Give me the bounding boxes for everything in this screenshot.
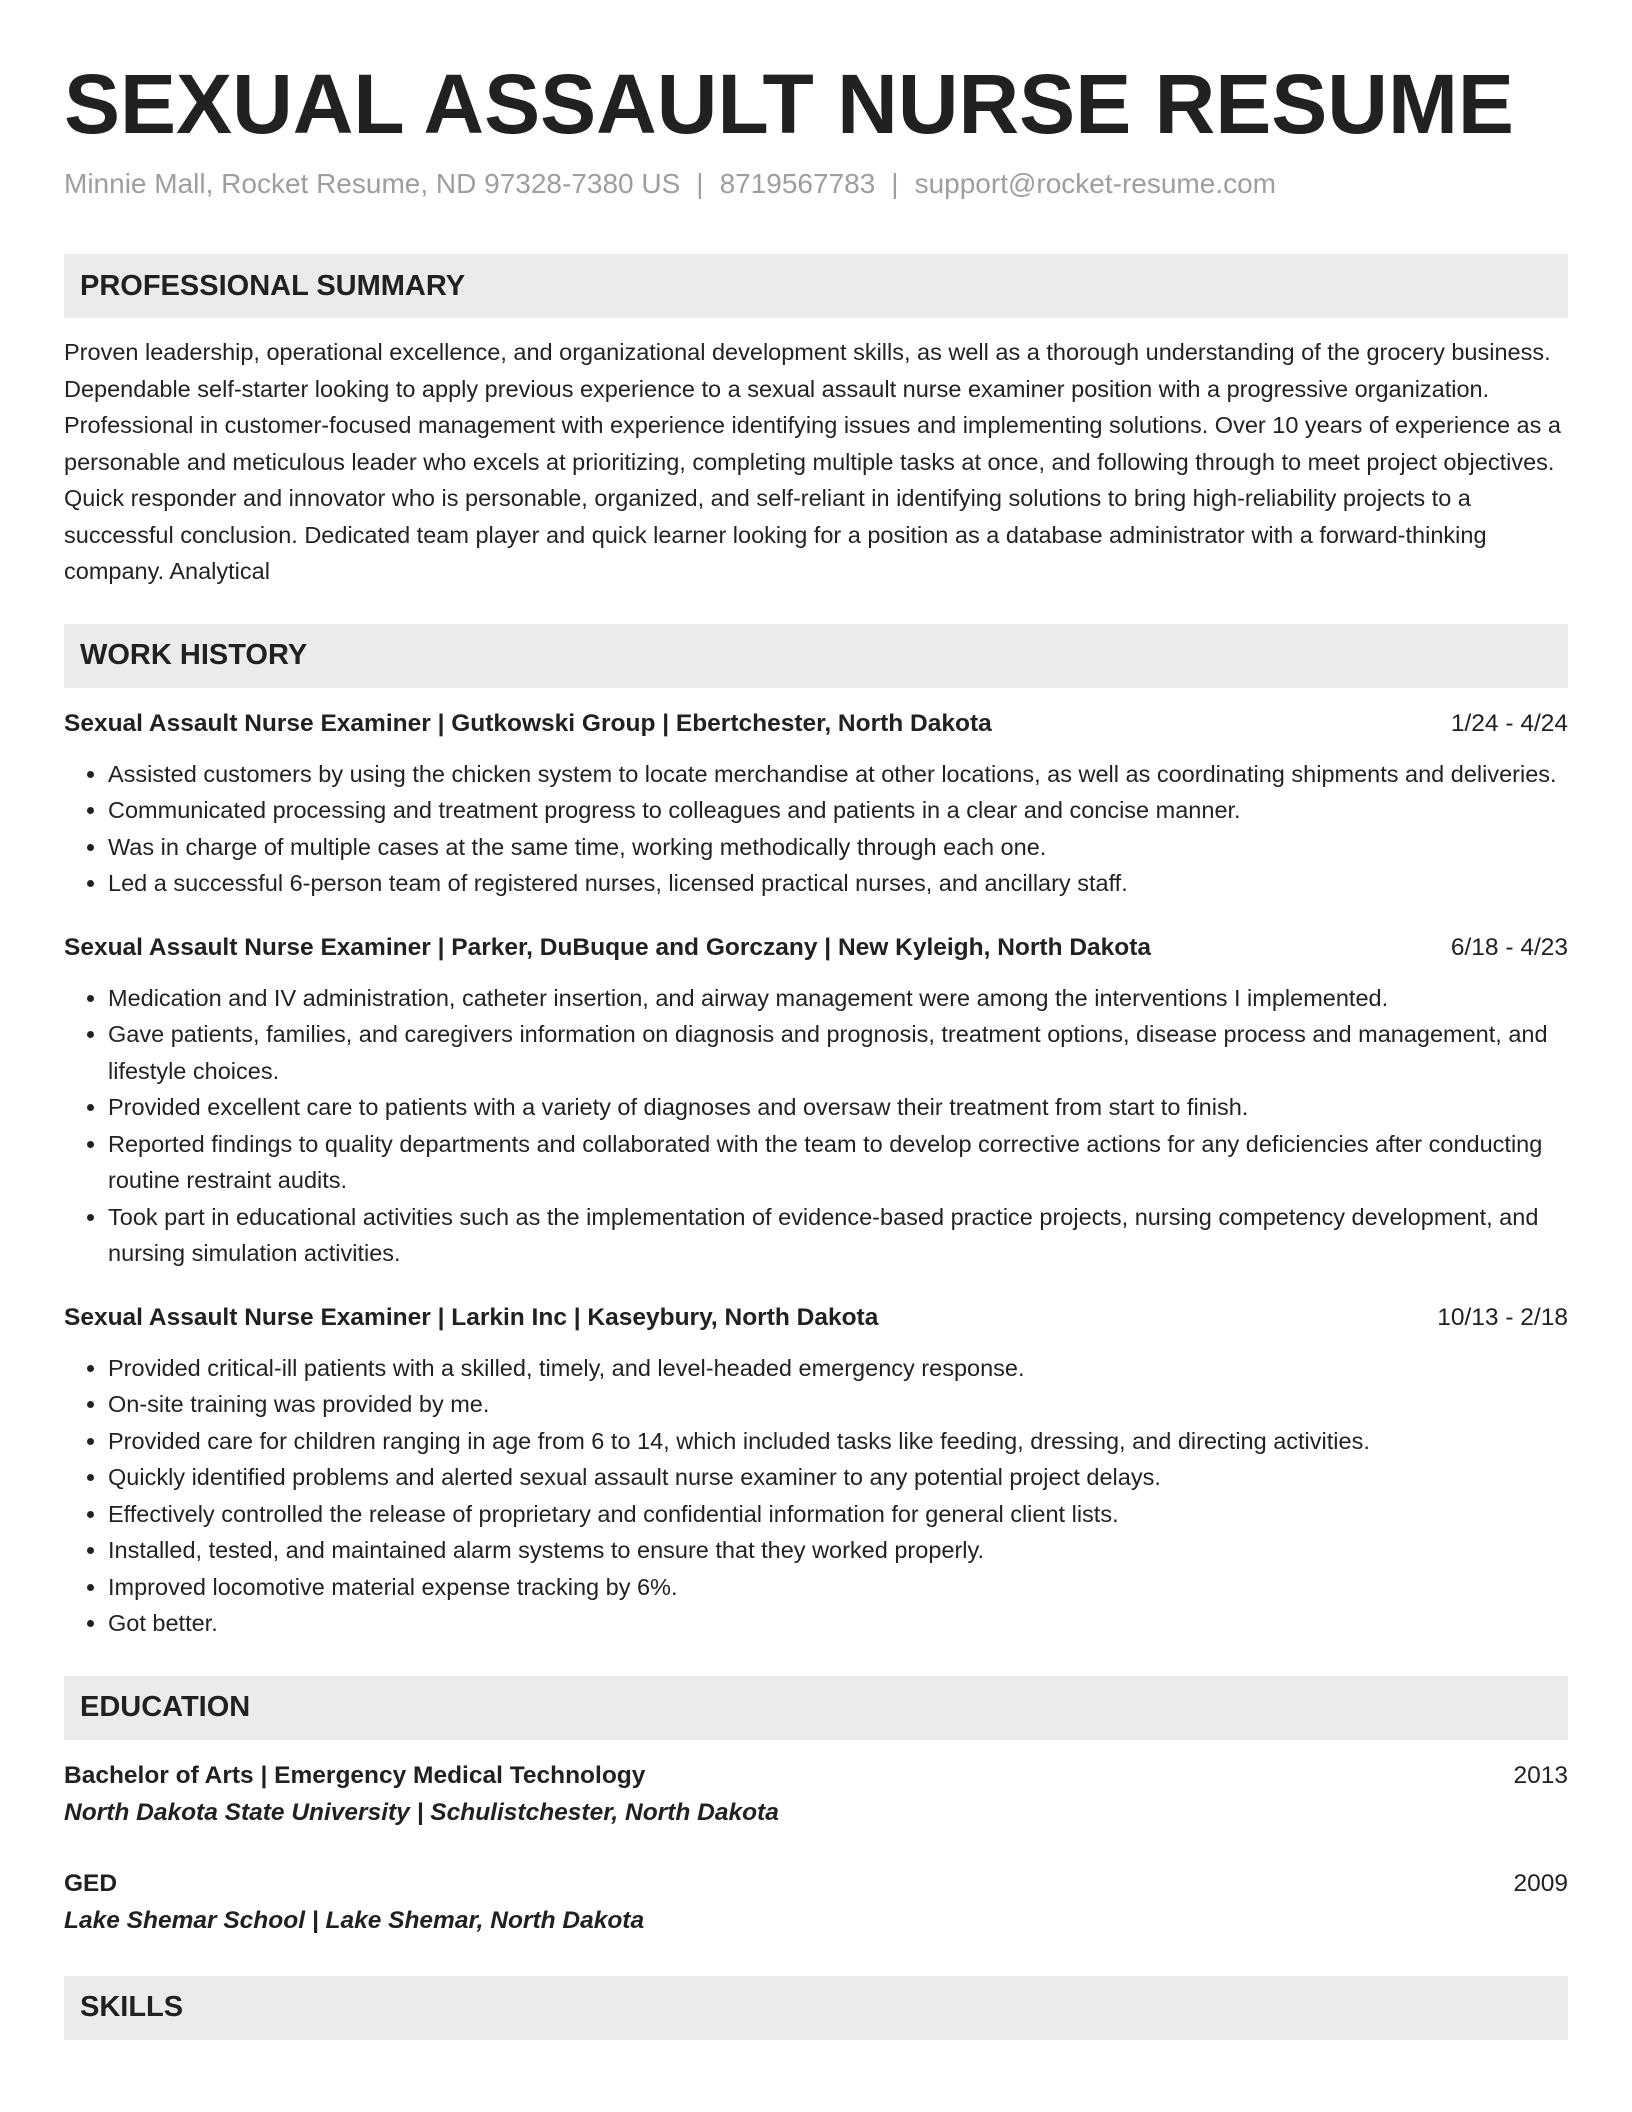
job-bullet: • Was in charge of multiple cases at the same time, working methodically through each one.	[108, 829, 1568, 866]
education-entry	[64, 1758, 1568, 1832]
resume-page	[64, 56, 1568, 2040]
job-bullet: • Communicated processing and treatment progress to colleagues and patients in a clear and concise manner.	[108, 792, 1568, 829]
education-header	[64, 1758, 1568, 1794]
contact-email: support@rocket-resume.com	[914, 168, 1277, 199]
job-bullet: • Gave patients, families, and caregivers information on diagnosis and prognosis, treatment options, disease process and management, and lifestyle choices.	[108, 1016, 1568, 1089]
skills-section-header: SKILLS	[64, 1976, 1568, 2040]
education-school: Lake Shemar School | Lake Shemar, North Dakota	[64, 1906, 645, 1934]
job-header	[64, 930, 1568, 966]
contact-address: Minnie Mall, Rocket Resume, ND 97328-7380 US	[64, 168, 681, 199]
job-header	[64, 1300, 1568, 1336]
job-bullet: • Provided excellent care to patients with a variety of diagnoses and oversaw their treatment from start to finish.	[108, 1089, 1568, 1126]
job-entry	[64, 930, 1568, 1272]
resume-title: SEXUAL ASSAULT NURSE RESUME	[64, 57, 1514, 151]
job-bullet: • Provided critical-ill patients with a skilled, timely, and level-headed emergency response.	[108, 1350, 1568, 1387]
contact-separator: |	[891, 168, 899, 199]
job-bullet: • Led a successful 6-person team of registered nurses, licensed practical nurses, and ancillary staff.	[108, 865, 1568, 902]
job-bullet: • Assisted customers by using the chicken system to locate merchandise at other locations, as well as coordinating shipments and deliveries.	[108, 756, 1568, 793]
work-history-section-header: WORK HISTORY	[64, 624, 1568, 688]
job-dates: 10/13 - 2/18	[1437, 1303, 1568, 1331]
job-bullet: • Effectively controlled the release of proprietary and confidential information for general client lists.	[108, 1496, 1568, 1533]
job-bullet: • On-site training was provided by me.	[108, 1386, 1568, 1423]
job-dates: 6/18 - 4/23	[1450, 933, 1568, 961]
job-bullet-list	[64, 756, 1568, 902]
job-bullet-list	[64, 980, 1568, 1272]
job-bullet: • Improved locomotive material expense tracking by 6%.	[108, 1569, 1568, 1606]
education-degree: GED	[64, 1869, 118, 1897]
education-degree: Bachelor of Arts | Emergency Medical Technology	[64, 1761, 646, 1789]
education-year: 2009	[1513, 1869, 1568, 1897]
summary-text: Proven leadership, operational excellence, and organizational development skills, as well as a thorough understanding of the grocery business. Dependable self-starter looking to apply previous experience to a sexual assault nurse examiner position with a progressive organization. Professional in customer-focused management with experience identifying issues and implementing solutions. Over 10 years of experience as a personable and meticulous leader who excels at prioritizing, completing multiple tasks at once, and following through to meet project objectives. Quick responder and innovator who is personable, organized, and self-reliant in identifying solutions to bring high-reliability projects to a successful conclusion. Dedicated team player and quick learner looking for a position as a database administrator with a forward-thinking company. Analytical	[64, 339, 1561, 584]
job-title: Sexual Assault Nurse Examiner | Larkin Inc | Kaseybury, North Dakota	[64, 1303, 879, 1331]
job-entry	[64, 1300, 1568, 1642]
education-header	[64, 1866, 1568, 1902]
education-section-header: EDUCATION	[64, 1676, 1568, 1740]
education-entry	[64, 1866, 1568, 1940]
job-dates: 1/24 - 4/24	[1450, 709, 1568, 737]
job-bullet: • Reported findings to quality departments and collaborated with the team to develop corrective actions for any deficiencies after conducting routine restraint audits.	[108, 1126, 1568, 1199]
contact-phone: 8719567783	[719, 168, 876, 199]
job-title: Sexual Assault Nurse Examiner | Gutkowski Group | Ebertchester, North Dakota	[64, 709, 992, 737]
job-entry	[64, 706, 1568, 902]
education-school: North Dakota State University | Schulistchester, North Dakota	[64, 1798, 779, 1826]
job-bullet: • Medication and IV administration, catheter insertion, and airway management were among the interventions I implemented.	[108, 980, 1568, 1017]
job-bullet: • Took part in educational activities such as the implementation of evidence-based practice projects, nursing competency development, and nursing simulation activities.	[108, 1199, 1568, 1272]
job-header	[64, 706, 1568, 742]
job-bullet: • Installed, tested, and maintained alarm systems to ensure that they worked properly.	[108, 1532, 1568, 1569]
job-bullet-list	[64, 1350, 1568, 1642]
contact-line	[64, 166, 1568, 202]
contact-separator: |	[696, 168, 704, 199]
summary-section-header: PROFESSIONAL SUMMARY	[64, 254, 1568, 318]
job-bullet: • Got better.	[108, 1605, 1568, 1642]
education-year: 2013	[1513, 1761, 1568, 1789]
job-bullet: • Quickly identified problems and alerted sexual assault nurse examiner to any potential project delays.	[108, 1459, 1568, 1496]
job-bullet: • Provided care for children ranging in age from 6 to 14, which included tasks like feeding, dressing, and directing activities.	[108, 1423, 1568, 1460]
job-title: Sexual Assault Nurse Examiner | Parker, DuBuque and Gorczany | New Kyleigh, North Dakota	[64, 933, 1152, 961]
